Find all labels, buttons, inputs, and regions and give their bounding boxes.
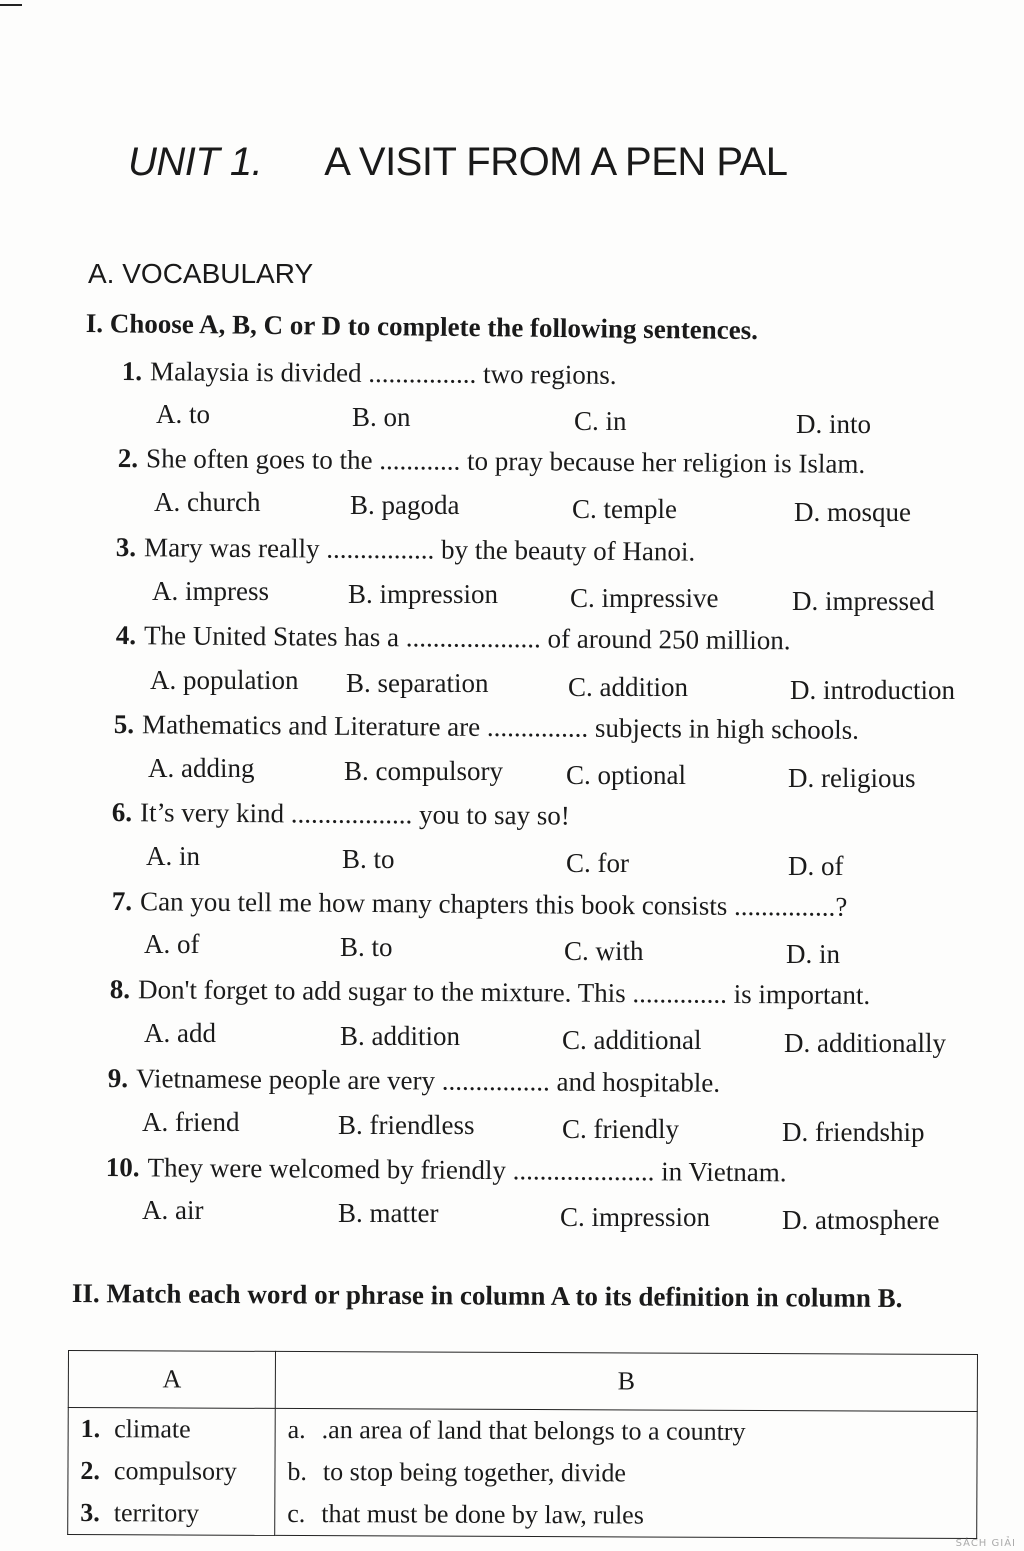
item-word: territory [113,1498,200,1528]
question-5 [114,709,859,746]
item-letter: c. [287,1498,306,1529]
question-number: 8. [109,974,131,1005]
question-1 [122,356,617,391]
q3-option-d: D. impressed [792,586,935,616]
q1-option-d: D. into [796,409,872,439]
column-a-item [68,1492,274,1535]
question-number: 6. [111,797,133,828]
q5-option-d: D. religious [788,763,916,793]
q5-option-a: A. adding [148,753,255,783]
question-text: Vietnamese people are very ................ and hospitable. [136,1063,721,1098]
q6-option-b: B. to [342,844,395,874]
question-number: 10. [105,1152,140,1183]
question-text: Mary was really ................ by the beauty of Hanoi. [144,532,696,567]
q9-option-a: A. friend [142,1107,240,1137]
q1-option-a: A. to [156,399,210,429]
question-text: Don't forget to add sugar to the mixture. This .............. is important. [138,974,871,1010]
q9-option-d: D. friendship [782,1117,925,1147]
question-9 [108,1063,720,1099]
matching-table [67,1350,978,1539]
q8-option-b: B. addition [340,1021,460,1051]
q10-option-c: C. impression [560,1202,711,1232]
q2-option-a: A. church [154,487,261,517]
q3-option-a: A. impress [152,576,269,606]
question-text: She often goes to the ............ to pray because her religion is Islam. [146,443,866,479]
item-number: 3. [80,1498,100,1528]
question-text: Malaysia is divided ................ two regions. [150,356,617,390]
question-text: The United States has a .................... of around 250 million. [144,620,791,656]
item-word: compulsory [113,1456,237,1486]
unit-label: UNIT 1. [128,140,263,184]
item-letter: b. [287,1456,308,1487]
q4-option-c: C. addition [568,672,688,702]
question-text: Can you tell me how many chapters this book consists ...............? [140,886,848,922]
q6-option-c: C. for [566,848,629,878]
question-number: 7. [111,886,133,917]
question-10 [106,1152,787,1188]
q7-option-a: A. of [144,929,200,959]
question-number: 1. [121,356,143,387]
q2-option-b: B. pagoda [350,490,460,520]
question-8 [110,974,871,1011]
item-definition: .an area of land that belongs to a country [321,1415,746,1446]
question-number: 3. [115,532,137,563]
q6-option-a: A. in [146,841,200,871]
question-3 [116,532,696,568]
q10-option-b: B. matter [338,1198,439,1228]
column-b-item [275,1493,976,1538]
column-a-cell [68,1408,276,1536]
q1-option-c: C. in [574,406,627,436]
item-letter: a. [287,1414,306,1445]
item-definition: to stop being together, divide [322,1457,627,1488]
q1-option-b: B. on [352,402,411,432]
column-b-item [275,1451,976,1496]
column-a-header: A [68,1351,275,1409]
q5-option-c: C. optional [566,760,686,790]
question-6 [112,797,570,832]
question-2 [118,443,866,480]
q8-option-d: D. additionally [784,1028,946,1058]
item-number: 1. [80,1414,101,1444]
q5-option-b: B. compulsory [344,756,503,786]
q7-option-b: B. to [340,932,393,962]
q2-option-c: C. temple [572,494,677,524]
q3-option-c: C. impressive [570,583,719,613]
q10-option-d: D. atmosphere [782,1205,940,1235]
q3-option-b: B. impression [348,579,499,609]
part-1-instruction: I. Choose A, B, C or D to complete the following sentences. [85,308,759,346]
watermark-logo: SÁCH GIẢI [955,1538,1016,1549]
q9-option-c: C. friendly [562,1114,679,1144]
q2-option-d: D. mosque [794,497,911,527]
column-b-header: B [275,1351,977,1411]
question-4 [116,620,791,656]
question-number: 9. [107,1063,129,1094]
question-number: 4. [115,620,137,651]
q10-option-a: A. air [142,1195,204,1225]
q8-option-c: C. additional [562,1025,702,1055]
q4-option-d: D. introduction [790,675,955,705]
q8-option-a: A. add [144,1018,216,1048]
q9-option-b: B. friendless [338,1110,475,1140]
q7-option-c: C. with [564,936,644,966]
column-a-item [69,1408,275,1451]
q7-option-d: D. in [786,939,840,969]
unit-title [128,140,828,185]
q4-option-b: B. separation [346,668,489,698]
q6-option-d: D. of [788,851,844,881]
item-word: climate [114,1414,191,1444]
q4-option-a: A. population [150,665,299,695]
question-number: 2. [117,443,139,474]
question-text: They were welcomed by friendly ..................... in Vietnam. [147,1152,787,1188]
item-definition: that must be done by law, rules [321,1499,644,1530]
question-7 [112,886,848,923]
question-text: It’s very kind .................. you to say so! [140,797,570,831]
question-text: Mathematics and Literature are ............... subjects in high schools. [142,709,860,745]
question-number: 5. [113,709,135,740]
column-a-item [68,1450,274,1493]
corner-mark [0,4,22,6]
section-heading-vocabulary: A. VOCABULARY [88,258,314,289]
item-number: 2. [80,1456,101,1486]
part-2-instruction: II. Match each word or phrase in column A to its definition in column B. [71,1278,903,1314]
unit-name: A VISIT FROM A PEN PAL [324,140,788,184]
column-b-item [276,1409,977,1454]
column-b-cell [275,1408,978,1538]
